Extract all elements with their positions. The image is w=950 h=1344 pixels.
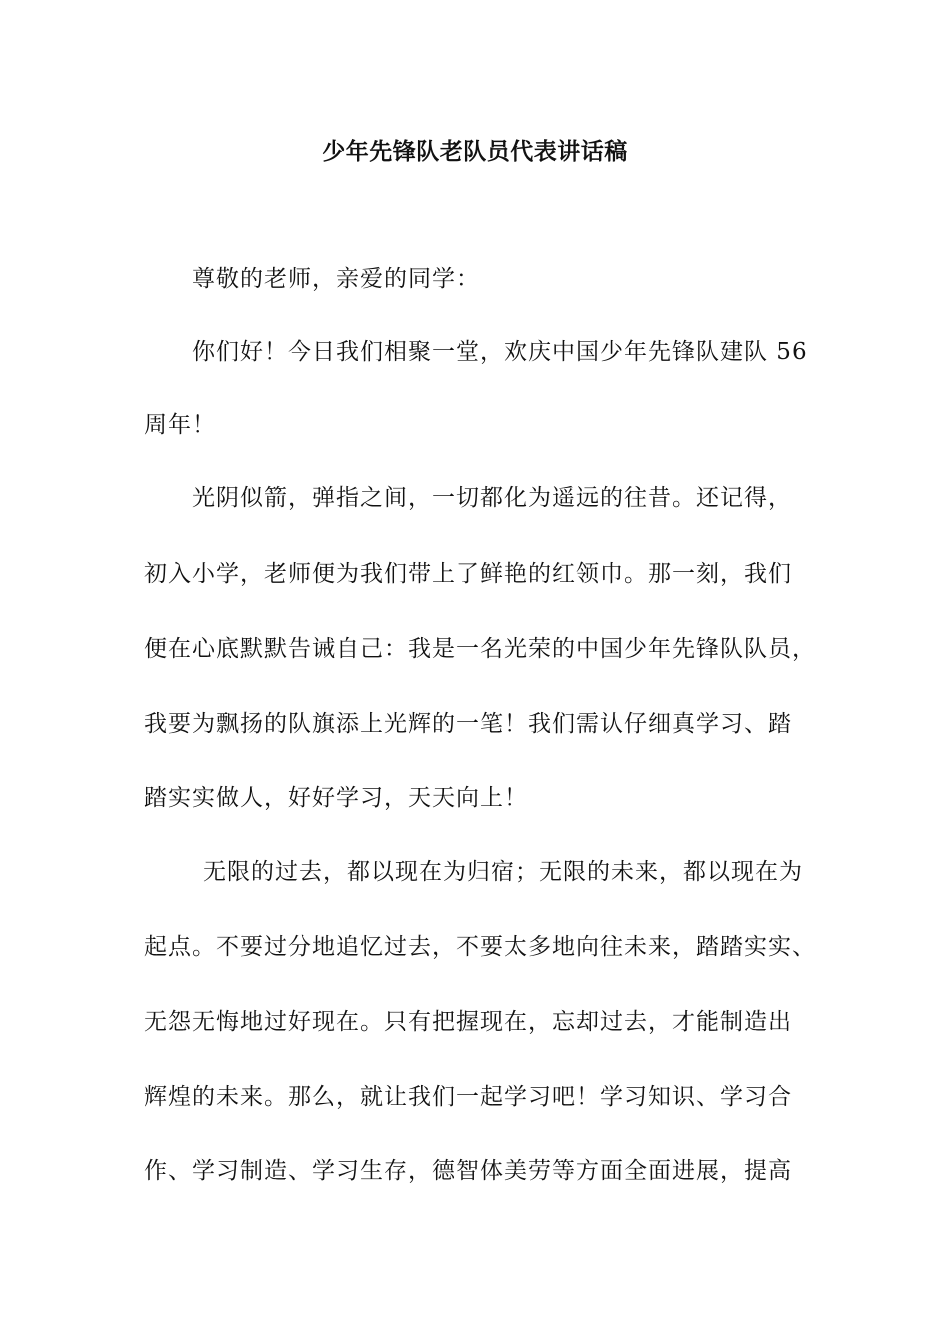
paragraph-line: 起点。不要过分地追忆过去，不要太多地向往未来，踏踏实实、 — [144, 934, 816, 960]
paragraph-line: 光阴似箭，弹指之间，一切都化为遥远的往昔。还记得， — [192, 485, 792, 511]
greeting-line: 尊敬的老师，亲爱的同学： — [192, 266, 480, 292]
paragraph-line: 辉煌的未来。那么，就让我们一起学习吧！学习知识、学习合 — [144, 1084, 792, 1110]
paragraph-line: 踏实实做人，好好学习，天天向上！ — [144, 785, 528, 811]
paragraph-line: 作、学习制造、学习生存，德智体美劳等方面全面进展，提高 — [144, 1158, 792, 1184]
paragraph-line: 无限的过去，都以现在为归宿；无限的未来，都以现在为 — [203, 859, 803, 885]
paragraph-line: 初入小学，老师便为我们带上了鲜艳的红领巾。那一刻，我们 — [144, 561, 792, 587]
paragraph-line: 我要为飘扬的队旗添上光辉的一笔！我们需认仔细真学习、踏 — [144, 711, 792, 737]
paragraph-line: 便在心底默默告诫自己：我是一名光荣的中国少年先锋队队员， — [144, 636, 816, 662]
paragraph-line: 你们好！今日我们相聚一堂，欢庆中国少年先锋队建队 56 — [192, 339, 808, 365]
document-title: 少年先锋队老队员代表讲话稿 — [322, 139, 628, 165]
paragraph-line: 无怨无悔地过好现在。只有把握现在，忘却过去，才能制造出 — [144, 1009, 792, 1035]
paragraph-line: 周年！ — [144, 412, 216, 438]
